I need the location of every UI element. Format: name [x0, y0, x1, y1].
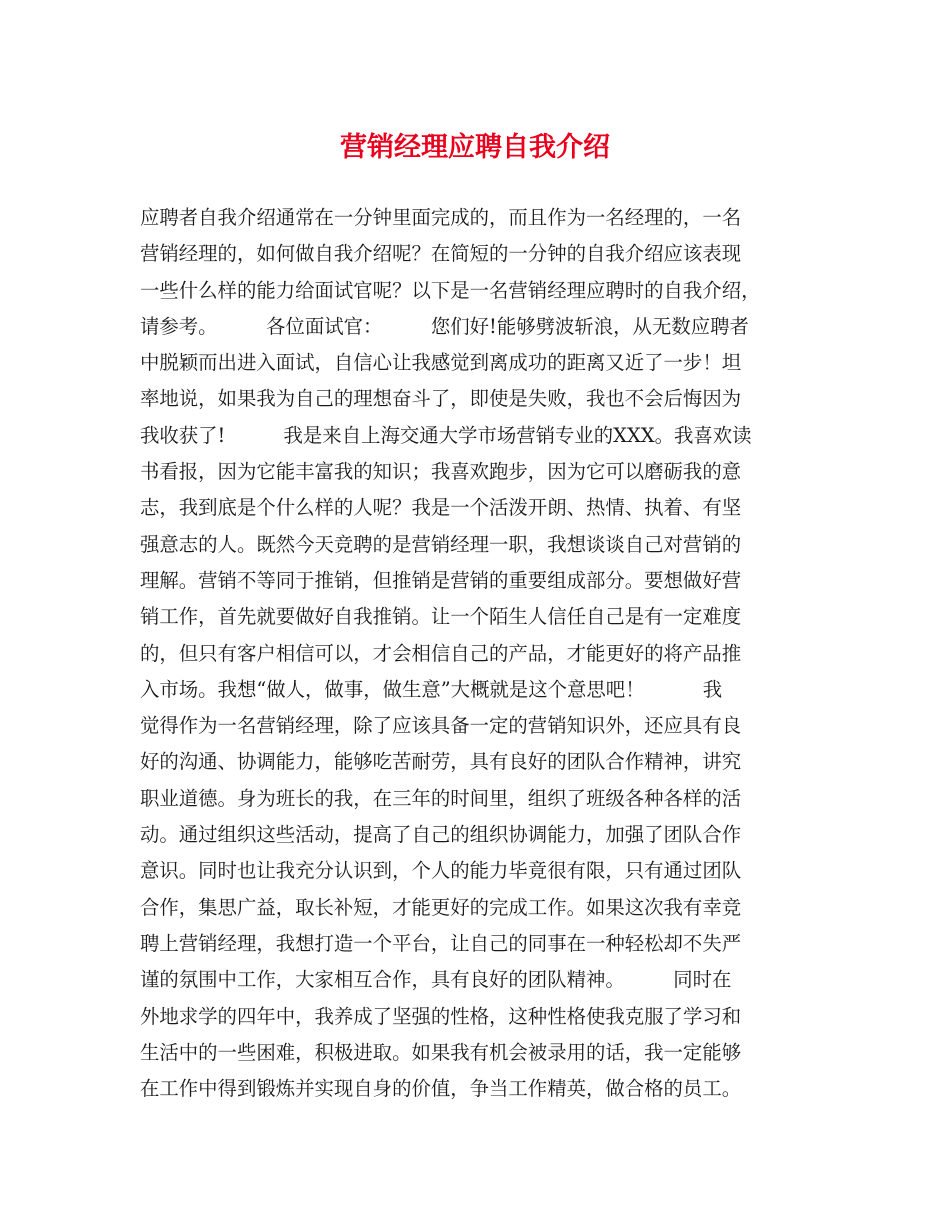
body-line: 聘上营销经理，我想打造一个平台，让自己的同事在一种轻松却不失严: [140, 931, 742, 955]
body-line: 我收获了! 我是来自上海交通大学市场营销专业的XXX。我喜欢读: [140, 423, 752, 447]
body-line: 入市场。我想“做人，做事，做生意”大概就是这个意思吧！ 我: [140, 677, 723, 701]
document-title: 营销经理应聘自我介绍: [340, 132, 610, 163]
body-line: 谨的氛围中工作，大家相互合作，具有良好的团队精神。 同时在: [140, 968, 732, 992]
body-line: 志，我到底是个什么样的人呢？我是一个活泼开朗、热情、执着、有坚: [140, 496, 742, 520]
document-body: [140, 200, 820, 1107]
body-line: 觉得作为一名营销经理，除了应该具备一定的营销知识外，还应具有良: [140, 714, 742, 738]
body-line: 销工作，首先就要做好自我推销。让一个陌生人信任自己是有一定难度: [140, 605, 742, 629]
body-line: 强意志的人。既然今天竞聘的是营销经理一职，我想谈谈自己对营销的: [140, 532, 742, 556]
body-line: 意识。同时也让我充分认识到，个人的能力毕竟很有限，只有通过团队: [140, 859, 742, 883]
body-line: 一些什么样的能力给面试官呢？以下是一名营销经理应聘时的自我介绍，: [140, 278, 761, 302]
body-line: 好的沟通、协调能力，能够吃苦耐劳，具有良好的团队合作精神，讲究: [140, 750, 742, 774]
body-line: 动。通过组织这些活动，提高了自己的组织协调能力，加强了团队合作: [140, 823, 742, 847]
body-line: 理解。营销不等同于推销，但推销是营销的重要组成部分。要想做好营: [140, 568, 742, 592]
body-line: 在工作中得到锻炼并实现自身的价值，争当工作精英，做合格的员工。: [140, 1077, 742, 1101]
body-line: 书看报，因为它能丰富我的知识；我喜欢跑步，因为它可以磨砺我的意: [140, 460, 742, 484]
body-line: 中脱颖而出进入面试，自信心让我感觉到离成功的距离又近了一步！坦: [140, 351, 742, 375]
body-line: 外地求学的四年中，我养成了坚强的性格，这种性格使我克服了学习和: [140, 1004, 742, 1028]
body-line: 职业道德。身为班长的我，在三年的时间里，组织了班级各种各样的活: [140, 786, 742, 810]
body-line: 应聘者自我介绍通常在一分钟里面完成的，而且作为一名经理的，一名: [140, 206, 742, 229]
body-line: 请参考。 各位面试官： 您们好!能够劈波斩浪，从无数应聘者: [140, 314, 749, 338]
body-line: 合作，集思广益，取长补短，才能更好的完成工作。如果这次我有幸竞: [140, 895, 742, 919]
body-line: 率地说，如果我为自己的理想奋斗了，即使是失败，我也不会后悔因为: [140, 387, 742, 411]
body-line: 的，但只有客户相信可以，才会相信自己的产品，才能更好的将产品推: [140, 641, 742, 665]
body-line: 生活中的一些困难，积极进取。如果我有机会被录用的话，我一定能够: [140, 1040, 742, 1064]
body-line: 营销经理的，如何做自我介绍呢？在简短的一分钟的自我介绍应该表现: [140, 242, 742, 266]
